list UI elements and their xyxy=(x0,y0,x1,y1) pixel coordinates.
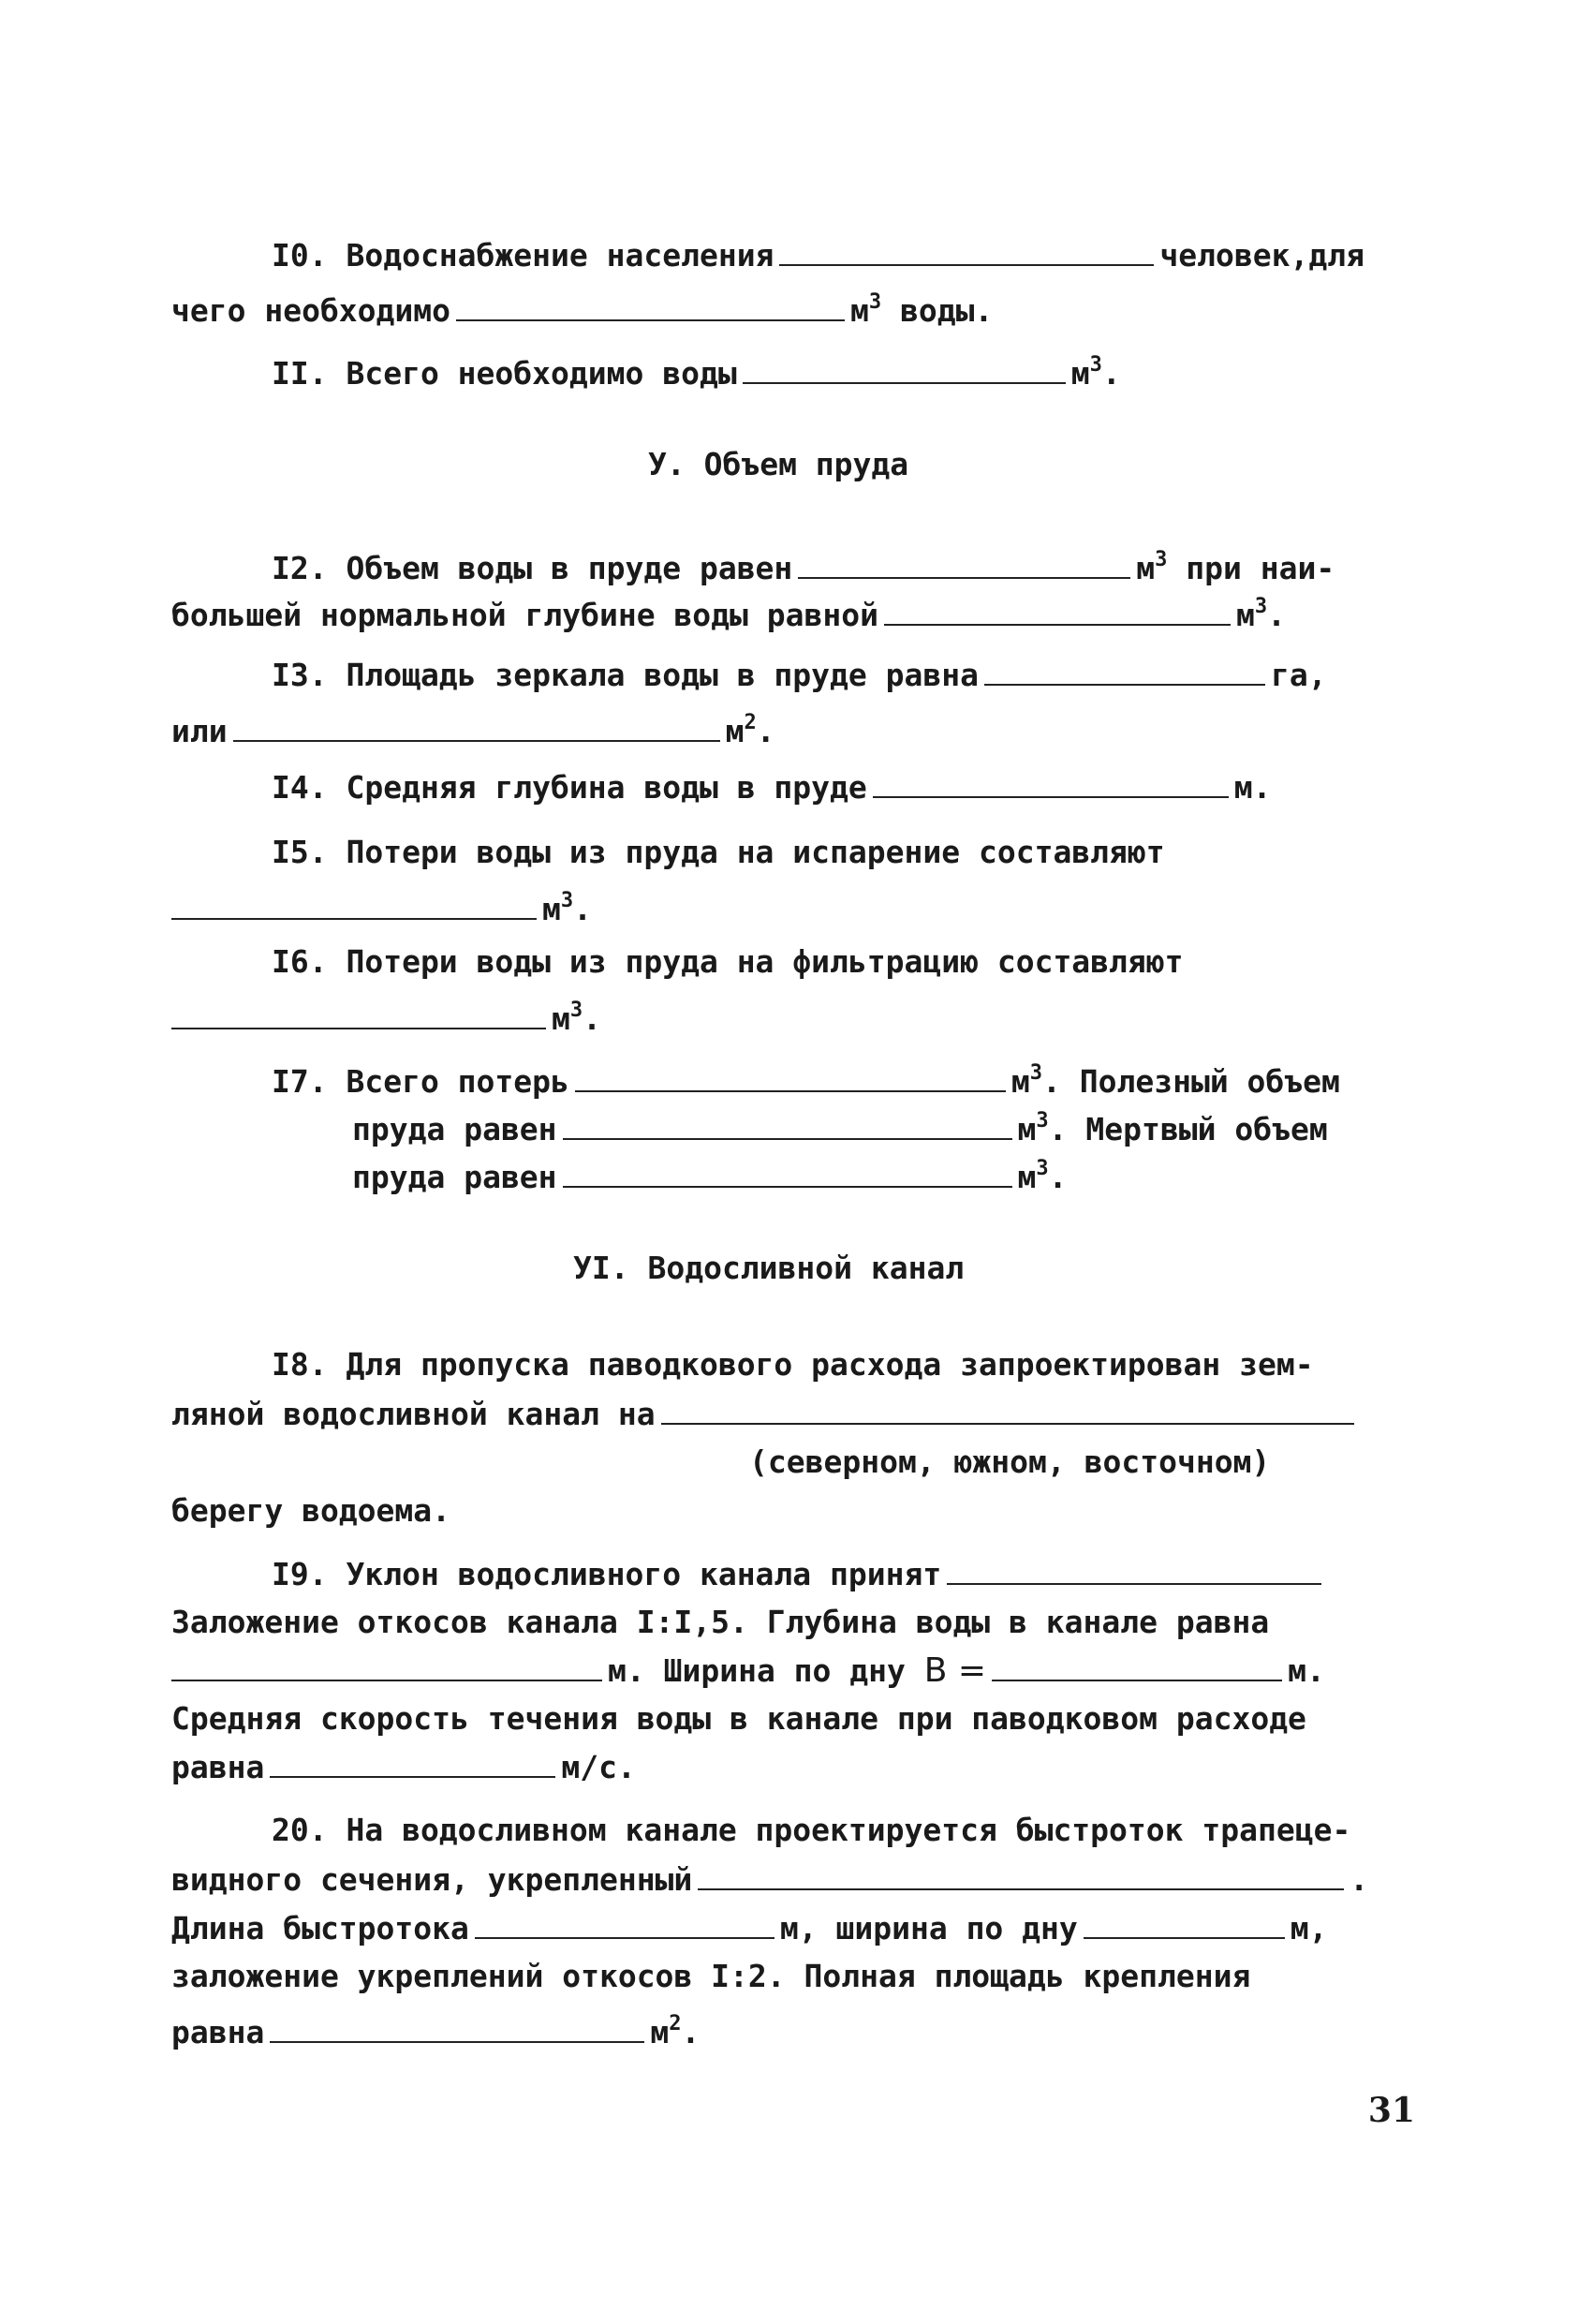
average-depth-blank[interactable] xyxy=(873,768,1229,798)
item-20-line-5: равна $м^2$. xyxy=(171,2012,701,2050)
channel-width-blank[interactable] xyxy=(992,1651,1282,1681)
item-12-line-1: I2. Объем воды в пруде равен $м^3$ при наи- xyxy=(272,548,1335,586)
item-13-line-1: I3. Площадь зеркала воды в пруде равна га, xyxy=(272,657,1327,693)
item-19-line-5: равна м/с. xyxy=(171,1749,636,1785)
reinforcement-area-blank[interactable] xyxy=(270,2013,644,2043)
section-6-heading: УI. Водосливной канал xyxy=(573,1250,965,1286)
filtration-loss-blank[interactable] xyxy=(171,999,546,1029)
item-18-hint: (северном, южном, восточном) xyxy=(749,1443,1271,1480)
item-14: I4. Средняя глубина воды в пруде м. xyxy=(272,769,1272,806)
item-16-line-1: I6. Потери воды из пруда на фильтрацию составляют xyxy=(272,943,1184,980)
evaporation-loss-blank[interactable] xyxy=(171,890,537,920)
item-12-line-2: большей нормальной глубине воды равной $м^3$. xyxy=(171,595,1286,633)
flow-velocity-blank[interactable] xyxy=(270,1748,555,1778)
item-10-line-1: I0. Водоснабжение населения человек,для xyxy=(272,237,1364,274)
surface-area-m2-blank[interactable] xyxy=(233,712,720,742)
item-15-line-1: I5. Потери воды из пруда на испарение составляют xyxy=(272,834,1165,870)
item-17-line-1: I7. Всего потерь $м^3$. Полезный объем xyxy=(272,1061,1340,1100)
item-20-line-2: видного сечения, укрепленный . xyxy=(171,1861,1369,1898)
channel-depth-blank[interactable] xyxy=(171,1651,602,1681)
item-19-line-1: I9. Уклон водосливного канала принят xyxy=(272,1555,1327,1593)
total-water-blank[interactable] xyxy=(743,354,1066,384)
item-17-line-2: пруда равен $м^3$. Мертвый объем xyxy=(352,1109,1328,1147)
item-19-line-2: Заложение откосов канала I:I,5. Глубина воды в канале равна xyxy=(171,1604,1270,1640)
surface-area-ha-blank[interactable] xyxy=(984,656,1265,686)
item-19-line-3: м. Ширина по дну В = м. xyxy=(171,1651,1325,1690)
pond-volume-blank[interactable] xyxy=(798,549,1130,579)
water-volume-blank[interactable] xyxy=(456,291,845,321)
reinforcement-blank[interactable] xyxy=(698,1860,1344,1890)
useful-volume-blank[interactable] xyxy=(563,1110,1012,1140)
dead-volume-blank[interactable] xyxy=(563,1158,1012,1188)
item-18-line-2: ляной водосливной канал на xyxy=(171,1395,1360,1433)
item-13-line-2: или $м^2$. xyxy=(171,711,775,749)
chute-length-blank[interactable] xyxy=(475,1909,774,1939)
item-18-line-3: берегу водоема. xyxy=(171,1492,451,1529)
item-17-line-3: пруда равен $м^3$. xyxy=(352,1157,1068,1195)
page-number: 31 xyxy=(1367,2091,1415,2130)
item-20-line-4: заложение укреплений откосов I:2. Полная площадь крепления xyxy=(171,1958,1251,1994)
population-blank[interactable] xyxy=(779,236,1154,266)
total-loss-blank[interactable] xyxy=(575,1062,1006,1092)
item-19-line-4: Средняя скорость течения воды в канале при паводковом расходе xyxy=(171,1700,1306,1737)
item-10-line-2: чего необходимо $м^3$ воды. xyxy=(171,290,994,329)
item-20-line-1: 20. На водосливном канале проектируется быстроток трапеце- xyxy=(272,1812,1351,1848)
chute-width-blank[interactable] xyxy=(1084,1909,1285,1939)
depth-blank[interactable] xyxy=(884,596,1231,626)
item-16-line-2: $м^3$. xyxy=(171,992,601,1038)
section-5-heading: У. Объем пруда xyxy=(648,446,909,482)
slope-blank[interactable] xyxy=(947,1555,1321,1585)
item-20-line-3: Длина быстротока м, ширина по дну м, xyxy=(171,1910,1328,1947)
bank-location-blank[interactable] xyxy=(661,1395,1354,1425)
item-15-line-2: $м^3$. xyxy=(171,882,592,928)
item-18-line-1: I8. Для пропуска паводкового расхода запроектирован зем- xyxy=(272,1346,1314,1383)
item-11: II. Всего необходимо воды $м^3$. xyxy=(272,353,1121,392)
